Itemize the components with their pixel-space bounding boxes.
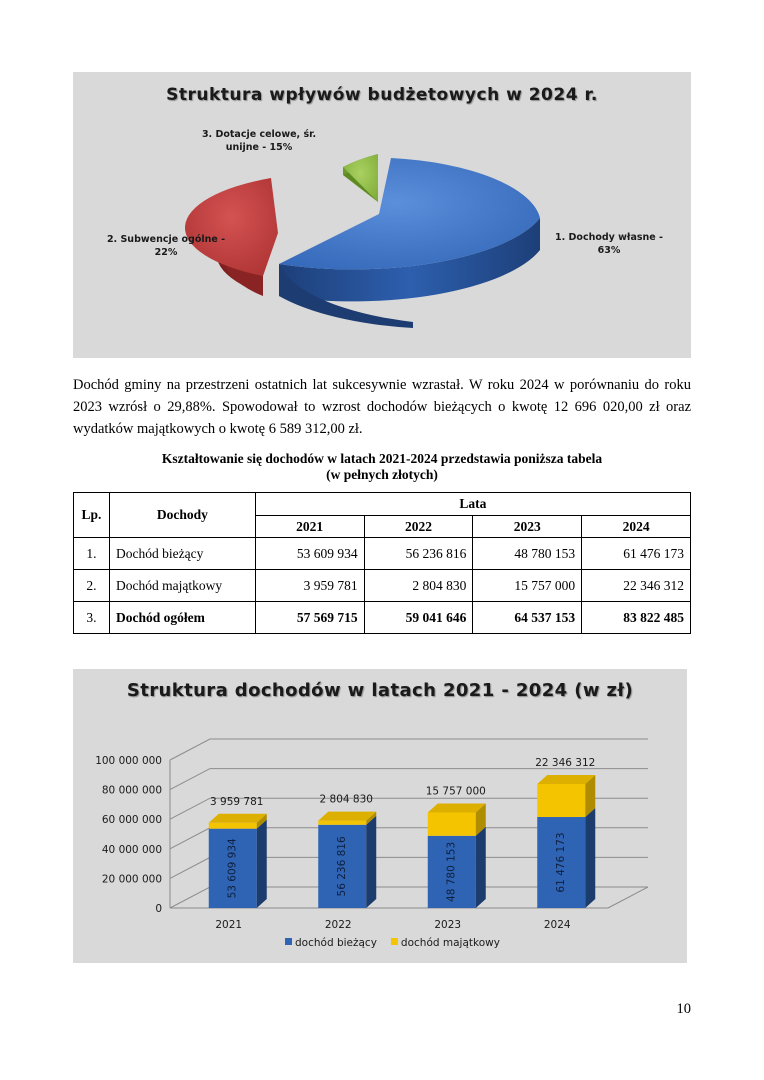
row-value: 56 236 816 [364,538,473,570]
row-value: 22 346 312 [582,570,691,602]
row-value: 53 609 934 [255,538,364,570]
bar-chart-x-axis [215,919,571,931]
pie-slice-dochody-wlasne [279,158,540,328]
pie-label-dochody-wlasne-line1: 1. Dochody własne - [555,232,663,243]
bar-capital-top [318,812,376,821]
header-lata: Lata [255,493,690,516]
body-paragraph: Dochód gminy na przestrzeni ostatnich lat sukcesywnie wzrastał. W roku 2024 w porównaniu do roku 2023 wzrósł o 29,88%. Spowodował to wzrost dochodów bieżących o kwotę 12 696 020,00 zł oraz wydatków majątkowych o kwotę 6 589 312,00 zł. [73,377,691,437]
y-tick-label: 20 000 000 [101,873,162,886]
pie-label-dotacje [189,128,329,154]
bar-chart-legend [285,937,500,949]
pie-label-subwencje [106,233,226,259]
bar-capital-front [428,812,476,835]
x-tick-label: 2023 [434,919,462,931]
row-name: Dochód ogółem [109,602,255,634]
header-year: 2022 [364,516,473,538]
bar-capital-top [537,775,595,784]
header-year: 2021 [255,516,364,538]
table-header-row [74,493,691,516]
bar-current-data-label: 56 236 816 [336,836,349,897]
pie-label-dotacje-line1: 3. Dotacje celowe, śr. [201,129,317,140]
x-tick-label: 2021 [215,919,243,931]
row-name: Dochód bieżący [109,538,255,570]
bar-current-data-label: 48 780 153 [445,841,458,902]
bar-capital-data-label: 3 959 781 [210,795,264,808]
x-tick-label: 2024 [543,919,571,931]
x-tick-label: 2022 [324,919,352,931]
page-number: 10 [676,1001,691,1017]
bar-current-side [257,820,267,908]
row-value: 57 569 715 [255,602,364,634]
pie-chart-panel [73,72,691,358]
table-row [74,570,691,602]
bar-current-side [476,827,486,908]
table-caption-line2: (w pełnych złotych) [326,467,438,482]
y-tick-label: 80 000 000 [101,784,162,797]
row-value: 59 041 646 [364,602,473,634]
row-lp: 3. [74,602,110,634]
table-row [74,538,691,570]
row-lp: 2. [74,570,110,602]
pie-label-subwencje-line1: 2. Subwencje ogólne - [106,234,226,245]
pie-label-dochody-wlasne [549,231,669,257]
bar-group [426,785,486,908]
y-tick-label: 100 000 000 [95,755,162,767]
bar-capital-front [318,821,366,825]
pie-slice-dotacje [343,154,378,202]
bar-current-data-label: 53 609 934 [226,838,239,899]
y-tick-label: 40 000 000 [101,843,162,856]
bar-capital-front [209,823,257,829]
table-caption-line1: Kształtowanie się dochodów w latach 2021-2024 przedstawia poniższa tabela [161,451,603,466]
bar-current-data-label: 61 476 173 [555,832,568,893]
row-value: 64 537 153 [473,602,582,634]
bar-group [209,796,267,908]
y-tick-label: 0 [155,903,162,915]
income-table [73,492,691,634]
bar-capital-data-label: 2 804 830 [319,793,373,806]
header-year: 2024 [582,516,691,538]
bar-chart-title: Struktura dochodów w latach 2021 - 2024 (w zł) [126,680,634,701]
y-tick-label: 60 000 000 [101,814,162,827]
bar-current-side [366,816,376,908]
row-value: 15 757 000 [473,570,582,602]
pie-chart-svg [73,72,691,358]
row-value: 83 822 485 [582,602,691,634]
legend-label: dochód bieżący [295,937,377,949]
header-year: 2023 [473,516,582,538]
bar-chart-svg [73,669,687,963]
pie-label-dotacje-line2: unijne - 15% [225,142,293,153]
bar-capital-data-label: 22 346 312 [535,756,596,769]
bar-capital-top [209,814,267,823]
bar-current-side [585,808,595,908]
legend-swatch [391,938,398,945]
pie-label-subwencje-line2: 22% [154,247,178,258]
floor-right-line [608,887,648,908]
bar-capital-data-label: 15 757 000 [425,785,486,798]
bar-group [535,757,595,908]
row-lp: 1. [74,538,110,570]
bar-chart-y-axis [95,755,162,915]
row-value: 3 959 781 [255,570,364,602]
row-value: 61 476 173 [582,538,691,570]
pie-label-dochody-wlasne-line2: 63% [597,245,621,256]
bar-group [318,794,376,908]
legend-swatch [285,938,292,945]
row-value: 2 804 830 [364,570,473,602]
bar-capital-front [537,784,585,817]
table-caption [73,451,691,483]
bar-capital-top [428,803,486,812]
legend-label: dochód majątkowy [400,937,500,949]
header-lp: Lp. [74,493,110,538]
bar-chart-bars [209,757,596,908]
row-value: 48 780 153 [473,538,582,570]
pie-chart-title: Struktura wpływów budżetowych w 2024 r. [166,85,598,105]
row-name: Dochód majątkowy [109,570,255,602]
table-row-total [74,602,691,634]
bar-chart-panel [73,669,687,963]
header-dochody: Dochody [109,493,255,538]
